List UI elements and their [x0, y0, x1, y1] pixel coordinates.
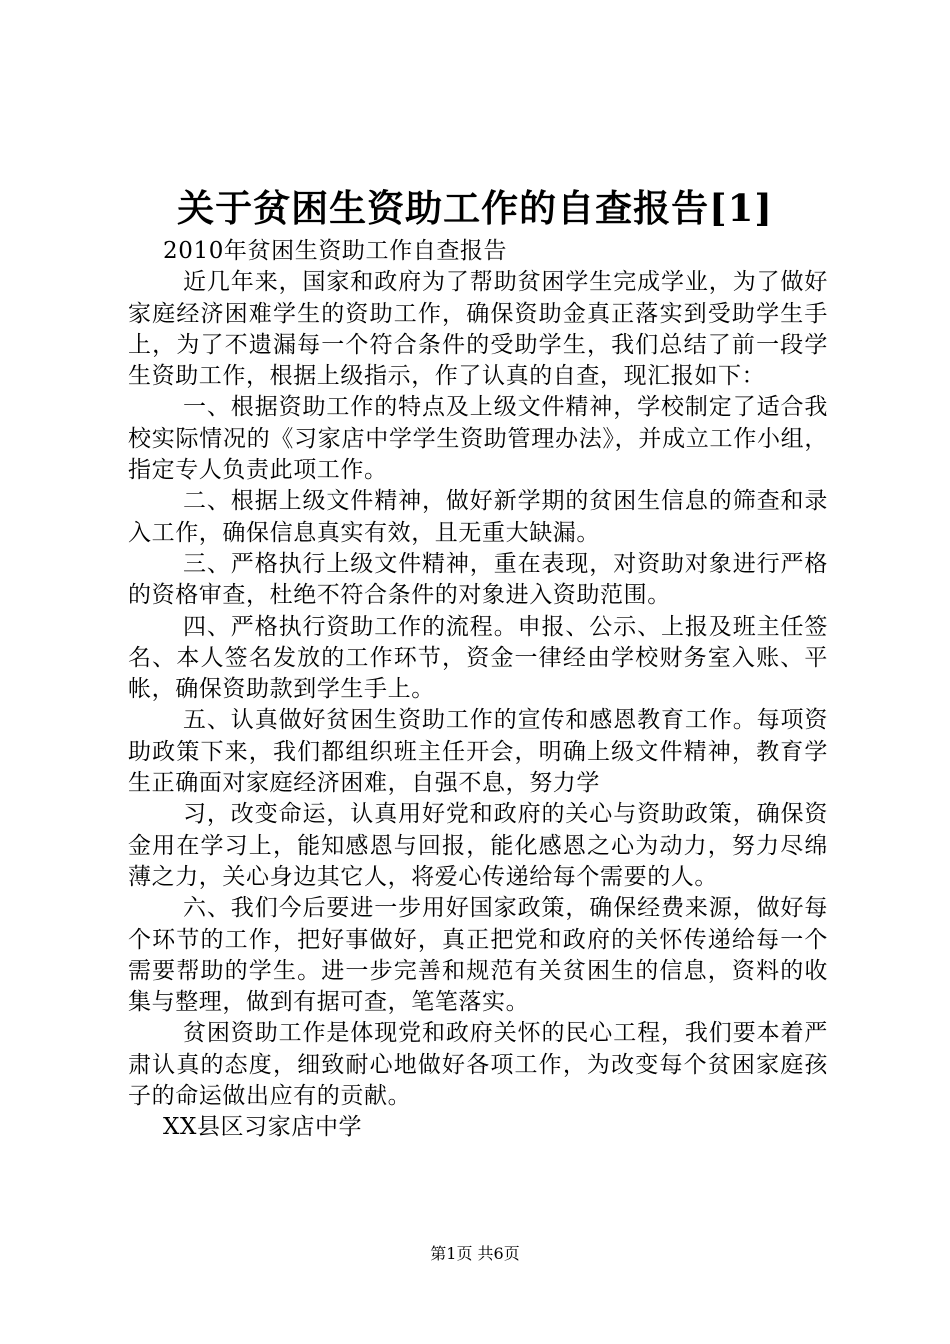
- document-title: 关于贫困生资助工作的自查报告[1]: [177, 186, 773, 230]
- document-body: [128, 236, 828, 1144]
- paragraph-item-1: 一、根据资助工作的特点及上级文件精神，学校制定了适合我校实际情况的《习家店中学学生资助管理办法》，并成立工作小组，指定专人负责此项工作。: [128, 394, 828, 484]
- paragraph-item-2: 二、根据上级文件精神，做好新学期的贫困生信息的筛查和录入工作，确保信息真实有效，且无重大缺漏。: [128, 488, 828, 546]
- page-number-footer: 第1页 共6页: [430, 1244, 520, 1263]
- signature-school: XX县区习家店中学: [163, 1114, 363, 1141]
- closing-paragraph: 贫困资助工作是体现党和政府关怀的民心工程，我们要本着严肃认真的态度，细致耐心地做好各项工作，为改变每个贫困家庭孩子的命运做出应有的贡献。: [128, 1020, 828, 1110]
- paragraph-item-5: 五、认真做好贫困生资助工作的宣传和感恩教育工作。每项资助政策下来，我们都组织班主任开会，明确上级文件精神，教育学生正确面对家庭经济困难，自强不息，努力学: [128, 707, 828, 797]
- report-subtitle: 2010年贫困生资助工作自查报告: [163, 238, 508, 264]
- intro-paragraph: 近几年来，国家和政府为了帮助贫困学生完成学业，为了做好家庭经济困难学生的资助工作，确保资助金真正落实到受助学生手上，为了不遗漏每一个符合条件的受助学生，我们总结了前一段学生资助工作，根据上级指示，作了认真的自查，现汇报如下：: [128, 269, 828, 390]
- paragraph-item-6: 六、我们今后要进一步用好国家政策，确保经费来源，做好每个环节的工作，把好事做好，真正把党和政府的关怀传递给每一个需要帮助的学生。进一步完善和规范有关贫困生的信息，资料的收集与整理，做到有据可查，笔笔落实。: [128, 895, 828, 1016]
- paragraph-item-3: 三、严格执行上级文件精神，重在表现，对资助对象进行严格的资格审查，杜绝不符合条件的对象进入资助范围。: [128, 550, 828, 609]
- paragraph-item-5-continued: 习，改变命运，认真用好党和政府的关心与资助政策，确保资金用在学习上，能知感恩与回报，能化感恩之心为动力，努力尽绵薄之力，关心身边其它人，将爱心传递给每个需要的人。: [128, 801, 828, 890]
- paragraph-item-4: 四、严格执行资助工作的流程。申报、公示、上报及班主任签名、本人签名发放的工作环节，资金一律经由学校财务室入账、平帐，确保资助款到学生手上。: [128, 613, 828, 703]
